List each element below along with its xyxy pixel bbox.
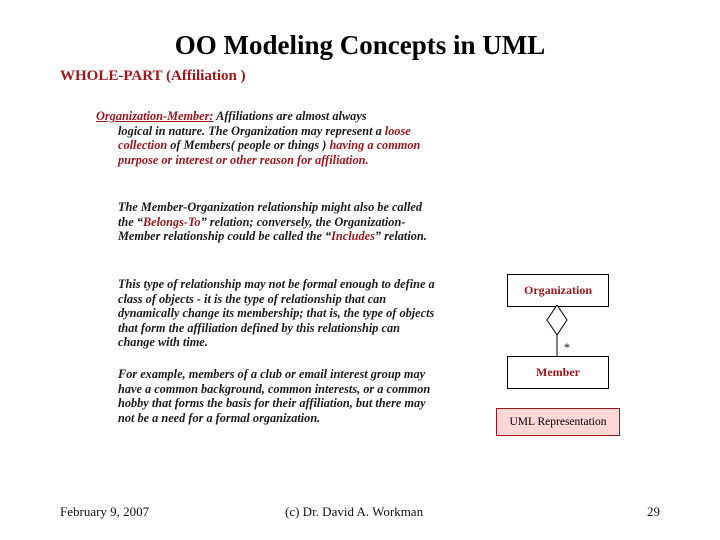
aggregation-diamond-icon xyxy=(547,305,567,335)
paragraph-belongs-to xyxy=(118,200,438,244)
para2-text-c: ” relation. xyxy=(374,229,427,244)
multiplicity-label: * xyxy=(564,340,570,354)
page-title: OO Modeling Concepts in UML xyxy=(174,30,546,60)
para1-line1-text: Affiliations are almost always xyxy=(213,109,367,123)
paragraph-example: For example, members of a club or email interest group may have a common background, common interests, or a common hobby that forms the basis for their affiliation, but there may not be a need for a formal organization. xyxy=(118,367,431,425)
belongs-to-highlight: Belongs-To xyxy=(142,214,201,229)
organization-member-term: Organization-Member: xyxy=(96,109,214,123)
paragraph-dynamic-membership: This type of relationship may not be formal enough to define a class of objects - it is the type of relationship that can dynamically change its membership; that is, the type of objects that form the affiliation defined by this relationship can change with time. xyxy=(118,277,435,350)
footer-page-number: 29 xyxy=(647,504,660,519)
uml-class-organization: Organization xyxy=(507,274,609,307)
uml-class-member: Member xyxy=(507,356,609,389)
includes-highlight: Includes xyxy=(331,229,375,244)
uml-representation-caption: UML Representation xyxy=(496,408,620,436)
para1-text-a: logical in nature. The Organization may represent a xyxy=(118,123,385,138)
para1-text-b: of Members( people or things ) xyxy=(167,138,330,153)
paragraph-organization-member xyxy=(96,109,436,167)
loose-collection-highlight: loose collection xyxy=(118,123,411,153)
aggregation-connector xyxy=(540,305,600,360)
para1-body xyxy=(118,124,436,168)
section-subtitle: WHOLE-PART (Affiliation ) xyxy=(60,68,246,84)
common-purpose-highlight: having a common purpose or interest or other reason for affiliation. xyxy=(118,138,421,167)
para2-text-a: The Member-Organization relationship might also be called the “ xyxy=(118,200,423,229)
footer-date: February 9, 2007 xyxy=(60,504,150,519)
footer-author: (c) Dr. David A. Workman xyxy=(285,504,424,519)
para2-text-b: ” relation; conversely, the Organization-Member relationship could be called the “ xyxy=(118,214,406,244)
